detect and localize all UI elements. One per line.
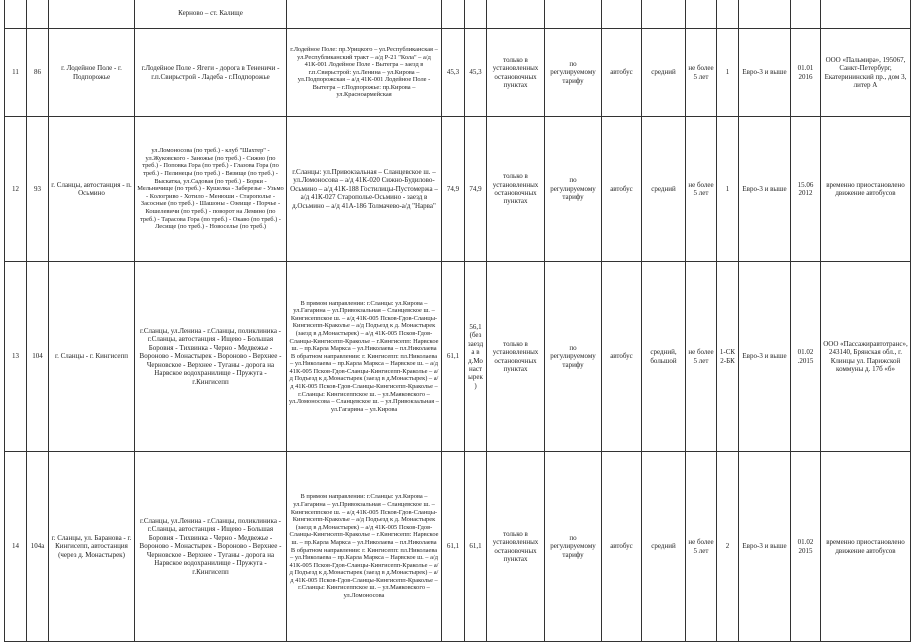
max-age: не более 5 лет	[686, 117, 717, 262]
start-date: 15.06 2012	[791, 117, 821, 262]
route-stops: г.Сланцы, ул.Ленина - г.Сланцы, поликлиника - г.Сланцы, автостанция - Ищево - Большая Боровня - Тихвинка - Черно - Медвежье - Вороново - Монастырек - Вороново - Верхнее - Черновское - Верхнее - Туганы - дорога на Нарвское водохранилище - Пружуга - г.Кингисепп	[135, 262, 287, 452]
route-streets: г.Лодейное Поле: пр.Урицкого – ул.Республиканская – ул.Республиканский тракт – а/д Р-21 "Кола" – а/д 41К-001 Лодейное Поле - Вытегра – заезд в г.п.Свирьстрой: ул.Ленина – ул.Кирова – ул.Подпорожская – а/д 41К-001 Лодейное Поле - Вытегра – г.Подпорожье: пр.Кирова – ул.Красноармейская	[287, 29, 442, 117]
carrier-info: временно приостановлено движение автобусов	[821, 117, 911, 262]
route-stops: г.Сланцы, ул.Ленина - г.Сланцы, поликлиника - г.Сланцы, автостанция - Ищево - Большая Боровня - Тихвинка - Черно - Медвежье - Вороново - Монастырек - Вороново - Верхнее - Черновское - Верхнее - Туганы - дорога на Нарвское водохранилище - Пружуга - г.Кингисепп	[135, 452, 287, 642]
stop-order: только в установленных остановочных пунктах	[487, 29, 545, 117]
tariff-type: по регулируемому тарифу	[545, 29, 602, 117]
tariff-type: по регулируемому тарифу	[545, 262, 602, 452]
route-reg-number: 86	[27, 29, 49, 117]
route-reg-number: 104	[27, 262, 49, 452]
length-forward: 61,1	[442, 452, 465, 642]
tariff-type: по регулируемому тарифу	[545, 452, 602, 642]
vehicle-type: автобус	[602, 29, 642, 117]
eco-class: Евро-3 и выше	[739, 29, 791, 117]
table-row	[5, 29, 911, 117]
vehicle-count: 2	[717, 452, 739, 642]
length-forward: 61,1	[442, 262, 465, 452]
row-number: 14	[5, 452, 27, 642]
vehicle-class: средний	[642, 117, 686, 262]
row-number: 13	[5, 262, 27, 452]
length-backward: 61,1	[465, 452, 487, 642]
route-streets: В прямом направлении: г.Сланцы: ул.Кирова – ул.Гагарина – ул.Привокзальная – Сланцевское ш. – Кингисеппское ш. – а/д 41К-005 Псков-Гдов-Сланцы-Кингисепп-Краколье – а/д Подъезд к д. Монастырек (заезд в д.Монастырек) – а/д 41К-005 Псков-Гдов-Сланцы-Кингисепп-Краколье – г.Кингисепп: Нарвское ш. – пр.Карла Маркса – ул.Николаева – пл.Николаева В обратном направлении: г. Кингисепп: пл.Николаева – ул.Николаева – пр.Карла Маркса – Нарвское ш. – а/д 41К-005 Псков-Гдов-Сланцы-Кингисепп-Краколье – а/д Подъезд к д.Монастырек (заезд в д.Монастырек) – а/д 41К-005 Псков-Гдов-Сланцы-Кингисепп-Краколье – г.Сланцы: Кингисеппское ш. – ул.Маяковского – ул.Ломоносова – Сланцевское ш. – ул.Привокзальная – ул.Гагарина – ул.Кирова	[287, 262, 442, 452]
start-date: 01.02 2015	[791, 452, 821, 642]
length-forward: 45,3	[442, 29, 465, 117]
vehicle-type: автобус	[602, 262, 642, 452]
stop-order: только в установленных остановочных пунктах	[487, 262, 545, 452]
route-streets: г.Сланцы: ул.Привокзальная – Сланцевское ш. – ул.Ломоносова – а/д 41К-020 Сижно-Будилово-Осьмино – а/д 41К-188 Гостилицы-Пустомержа – а/д 41К-027 Старополье-Осьмино - заезд в д.Осьмино – а/д 41А-186 Толмачево-а/д "Нарва"	[287, 117, 442, 262]
route-stops-fragment: Керново – ст. Калище	[135, 0, 287, 29]
table-row-fragment	[5, 0, 911, 29]
table-row	[5, 452, 911, 642]
vehicle-class: средний	[642, 29, 686, 117]
table-row	[5, 262, 911, 452]
row-number: 12	[5, 117, 27, 262]
tariff-type: по регулируемому тарифу	[545, 117, 602, 262]
route-name: г. Сланцы - г. Кингисепп	[49, 262, 135, 452]
start-date: 01.02 .2015	[791, 262, 821, 452]
route-reg-number: 104а	[27, 452, 49, 642]
max-age: не более 5 лет	[686, 452, 717, 642]
eco-class: Евро-3 и выше	[739, 117, 791, 262]
length-backward: 45,3	[465, 29, 487, 117]
table-row	[5, 117, 911, 262]
route-stops: г.Лодейное Поле - Ягеги - дорога в Тененичи - г.п.Свирьстрой - Ладеба - г.Подпорожье	[135, 29, 287, 117]
max-age: не более 5 лет	[686, 29, 717, 117]
carrier-info: временно приостановлено движение автобусов	[821, 452, 911, 642]
route-name: г. Сланцы, ул. Баранова - г. Кингисепп, автостанция (через д. Монастырек)	[49, 452, 135, 642]
vehicle-type: автобус	[602, 452, 642, 642]
stop-order: только в установленных остановочных пунктах	[487, 452, 545, 642]
vehicle-count: 1	[717, 29, 739, 117]
route-reg-number: 93	[27, 117, 49, 262]
start-date: 01.01 2016	[791, 29, 821, 117]
carrier-info: ООО «Пальмира», 195067, Санкт-Петербург, Екатерининский пр., дом 3, литер А	[821, 29, 911, 117]
vehicle-class: средний	[642, 452, 686, 642]
max-age: не более 5 лет	[686, 262, 717, 452]
stop-order: только в установленных остановочных пунктах	[487, 117, 545, 262]
length-backward: 74,9	[465, 117, 487, 262]
vehicle-class: средний, большой	[642, 262, 686, 452]
vehicle-count: 1-СК 2-БК	[717, 262, 739, 452]
vehicle-type: автобус	[602, 117, 642, 262]
route-streets: В прямом направлении: г.Сланцы: ул.Кирова – ул.Гагарина – ул.Привокзальная – Сланцевское ш. – Кингисеппское ш. – а/д 41К-005 Псков-Гдов-Сланцы-Кингисепп-Краколье – а/д Подъезд к д. Монастырек (заезд в д.Монастырек) – а/д 41К-005 Псков-Гдов-Сланцы-Кингисепп-Краколье – г.Кингисепп: Нарвское ш. – пр.Карла Маркса – ул.Николаева – пл.Николаева В обратном направлении: г. Кингисепп: пл.Николаева – ул.Николаева – пр.Карла Маркса – Нарвское ш. – а/д 41К-005 Псков-Гдов-Сланцы-Кингисепп-Краколье – а/д Подъезд к д.Монастырек (заезд в д.Монастырек) – а/д 41К-005 Псков-Гдов-Сланцы-Кингисепп-Краколье – г.Сланцы: Кингисеппское ш. – ул.Маяковского – ул.Ломоносова	[287, 452, 442, 642]
route-stops: ул.Ломоносова (по треб.) - клуб "Шахтер" - ул.Жуковского - Заножье (по треб.) - Сижно (по треб.) - Поповка Гора (по треб.) - Глазова Гора (по треб.) - Пелинецы (по треб.) - Вязище (по треб.) - Выскатка, ул.Садовая (по треб.) - Борки - Мельничище (по треб.) - Кушелка - Заберезье - Узьмо - Кологриво - Хотило - Менюши - Старопольe - Засосные (по треб.) - Шашоны - Озеище - Порчье - Кошелевичи (по треб.) - поворот на Лемино (по треб.) - Тарасова Гора (по треб.) - Окаво (по треб.) - Лесище (по треб.) - Новоселье (по треб.)	[135, 117, 287, 262]
route-name: г. Сланцы, автостанция - п. Осьмино	[49, 117, 135, 262]
row-number: 11	[5, 29, 27, 117]
vehicle-count: 1	[717, 117, 739, 262]
length-forward: 74,9	[442, 117, 465, 262]
eco-class: Евро-3 и выше	[739, 452, 791, 642]
carrier-info: ООО «Пассажиравтотранс», 243140, Брянская обл., г. Клинцы ул. Парижской коммуны д. 17б «б»	[821, 262, 911, 452]
route-name: г. Лодейное Поле - г. Подпорожье	[49, 29, 135, 117]
length-backward: 56,1 (без заезда в д.Монастырек)	[465, 262, 487, 452]
route-register-table	[4, 0, 911, 642]
eco-class: Евро-3 и выше	[739, 262, 791, 452]
